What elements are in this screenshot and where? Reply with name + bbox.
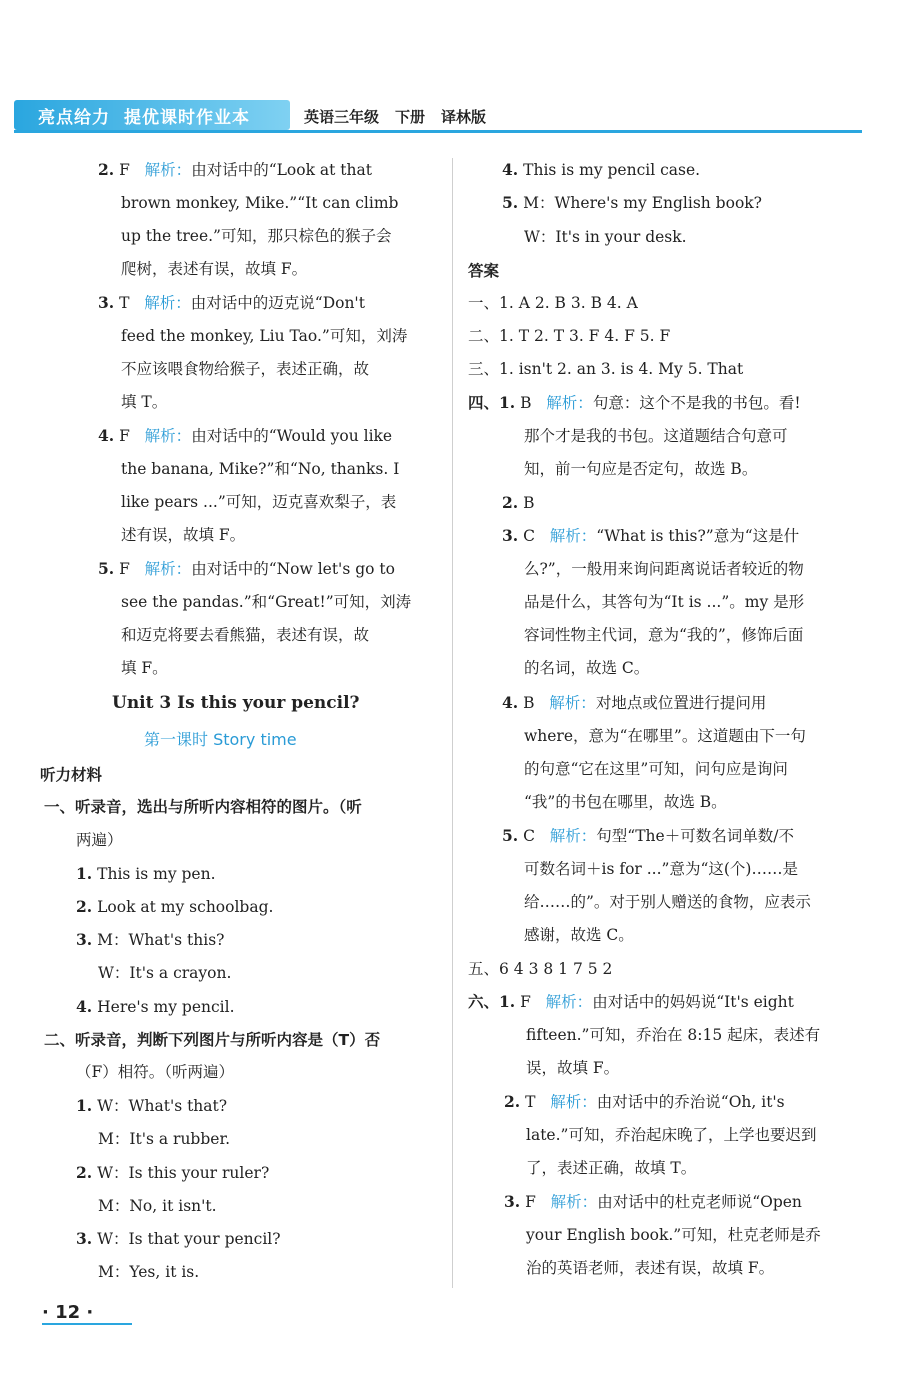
answer-line: 不应该喂食物给猴子，表述正确，故 xyxy=(121,360,370,378)
answer-item: 六、1. F 解析：由对话中的妈妈说“It's eight xyxy=(468,992,794,1011)
brand-band xyxy=(14,100,290,130)
answer-line: feed the monkey, Liu Tao.”可知，刘涛 xyxy=(121,327,408,345)
page-number: · 12 · xyxy=(42,1302,94,1323)
section-one-title: 一、听录音，选出与所听内容相符的图片。（听 xyxy=(44,798,362,816)
answer-line: 感谢，故选 C。 xyxy=(524,926,634,944)
answer-line: 品是什么，其答句为“It is ...”。my 是形 xyxy=(524,593,805,611)
answer-line: 知，前一句应是否定句，故选 B。 xyxy=(524,460,758,478)
answer-line: 误，故填 F。 xyxy=(526,1059,620,1077)
answer-line: 了，表述正确，故填 T。 xyxy=(526,1159,697,1177)
answer-item: 2. T 解析：由对话中的乔治说“Oh, it's xyxy=(504,1092,785,1111)
answer-line: up the tree.”可知，那只棕色的猴子会 xyxy=(121,227,392,245)
listening-item: 1. This is my pen. xyxy=(76,864,216,883)
answer-line: 和迈克将要去看熊猫，表述有误，故 xyxy=(121,626,370,644)
header-rule xyxy=(14,130,862,133)
lesson-title: 第一课时 Story time xyxy=(144,730,297,749)
answer-row-one: 一、1. A 2. B 3. B 4. A xyxy=(468,294,638,312)
section-two-title-cont: （F）相符。（听两遍） xyxy=(76,1063,235,1081)
answer-line: 么?”，一般用来询问距离说话者较近的物 xyxy=(524,560,804,578)
listening-item: 5. M：Where's my English book? xyxy=(502,193,762,212)
brand-title xyxy=(38,103,264,128)
answer-line: 填 T。 xyxy=(121,393,168,411)
listening-item: 1. W：What's that? xyxy=(76,1096,228,1115)
answer-item: 3. C 解析：“What is this?”意为“这是什 xyxy=(502,526,800,545)
answer-line: your English book.”可知，杜克老师是乔 xyxy=(526,1226,821,1244)
answer-line: 那个才是我的书包。这道题结合句意可 xyxy=(524,427,788,445)
answer-line: 述有误，故填 F。 xyxy=(121,526,246,544)
listening-line: W：It's in your desk. xyxy=(524,228,687,246)
answer-line: 给……的”。对于别人赠送的食物，应表示 xyxy=(524,893,811,911)
answer-item: 3. F 解析：由对话中的杜克老师说“Open xyxy=(504,1192,802,1211)
page-header xyxy=(0,100,900,136)
listening-item: 2. W：Is this your ruler? xyxy=(76,1163,270,1182)
answer-line: the banana, Mike?”和“No, thanks. I xyxy=(121,460,400,478)
answer-line: 的句意“它在这里”可知，问句应是询问 xyxy=(524,760,788,778)
listening-item: 4. This is my pencil case. xyxy=(502,160,701,179)
listening-line: W：It's a crayon. xyxy=(98,964,232,982)
answer-line: see the pandas.”和“Great!”可知，刘涛 xyxy=(121,593,412,611)
brand-name: 亮点给力 xyxy=(38,108,110,128)
listening-item: 2. Look at my schoolbag. xyxy=(76,897,274,916)
answer-line: 治的英语老师，表述有误，故填 F。 xyxy=(526,1259,775,1277)
listening-item: 3. W：Is that your pencil? xyxy=(76,1229,281,1248)
answers-title: 答案 xyxy=(468,262,500,280)
answer-line: 爬树，表述有误，故填 F。 xyxy=(121,260,308,278)
answer-line: 的名词，故选 C。 xyxy=(524,659,650,677)
section-two-title: 二、听录音，判断下列图片与所听内容是（T）否 xyxy=(44,1031,381,1049)
answer-line: like pears ...”可知，迈克喜欢梨子，表 xyxy=(121,493,397,511)
answer-item: 5. C 解析：句型“The＋可数名词单数/不 xyxy=(502,826,794,845)
book-info xyxy=(304,106,502,127)
answer-line: 填 F。 xyxy=(121,659,168,677)
listening-line: M：Yes, it is. xyxy=(98,1263,200,1281)
answer-line: late.”可知，乔治起床晚了，上学也要迟到 xyxy=(526,1126,817,1144)
page-footer xyxy=(42,1302,93,1323)
answer-row-five: 五、6 4 3 8 1 7 5 2 xyxy=(468,960,613,978)
answer-item: 四、1. B 解析：句意：这个不是我的书包。看! xyxy=(468,393,801,412)
answer-item: 4. B 解析：对地点或位置进行提问用 xyxy=(502,693,767,712)
listening-line: M：It's a rubber. xyxy=(98,1130,231,1148)
unit-title: Unit 3 Is this your pencil? xyxy=(112,693,360,713)
answer-row-two: 二、1. T 2. T 3. F 4. F 5. F xyxy=(468,327,671,345)
answer-line: where，意为“在哪里”。这道题由下一句 xyxy=(524,727,806,745)
volume-label: 下册 xyxy=(395,108,426,126)
answer-item: 2. B xyxy=(502,493,535,512)
listening-item: 4. Here's my pencil. xyxy=(76,997,235,1016)
subject-label: 英语三年级 xyxy=(304,108,380,126)
answer-line: brown monkey, Mike.”“It can climb xyxy=(121,194,399,212)
edition-label: 译林版 xyxy=(441,108,487,126)
series-name: 提优课时作业本 xyxy=(124,108,250,128)
answer-line: 可数名词＋is for ...”意为“这(个)……是 xyxy=(524,860,798,878)
answer-line: “我”的书包在哪里，故选 B。 xyxy=(524,793,727,811)
footer-rule xyxy=(42,1323,132,1325)
answer-item: 5. F 解析：由对话中的“Now let's go to xyxy=(98,559,395,578)
listening-item: 3. M：What's this? xyxy=(76,930,225,949)
answer-row-three: 三、1. isn't 2. an 3. is 4. My 5. That xyxy=(468,360,744,378)
answer-item: 2. F 解析：由对话中的“Look at that xyxy=(98,160,372,179)
answer-line: 容词性物主代词，意为“我的”，修饰后面 xyxy=(524,626,804,644)
answer-line: fifteen.”可知，乔治在 8:15 起床，表述有 xyxy=(526,1026,821,1044)
listening-line: M：No, it isn't. xyxy=(98,1197,217,1215)
listening-title: 听力材料 xyxy=(40,766,103,784)
answer-item: 4. F 解析：由对话中的“Would you like xyxy=(98,426,393,445)
answer-item: 3. T 解析：由对话中的迈克说“Don't xyxy=(98,293,365,312)
column-divider xyxy=(452,158,453,1288)
section-one-title-cont: 两遍） xyxy=(76,831,123,849)
